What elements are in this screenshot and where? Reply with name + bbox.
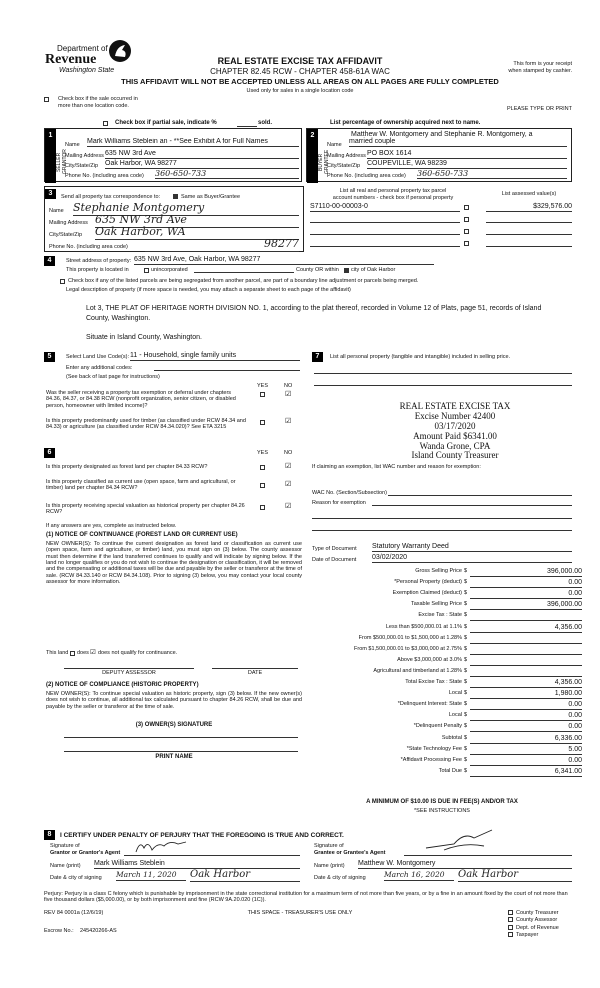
corr-phone-label: Phone No. (including area code) bbox=[49, 244, 128, 250]
personal-property-line-2[interactable] bbox=[314, 380, 572, 386]
treasurer-use-only: THIS SPACE - TREASURER'S USE ONLY bbox=[247, 910, 353, 916]
print-name-label: PRINT NAME bbox=[155, 754, 193, 760]
segregated-checkbox[interactable] bbox=[60, 278, 65, 285]
tax-row-label: Gross Selling Price bbox=[415, 568, 462, 574]
tax-row-field[interactable] bbox=[470, 590, 582, 599]
unincorporated-checkbox[interactable] bbox=[144, 267, 149, 274]
corr-address-field[interactable]: 635 NW 3rd Ave bbox=[95, 214, 299, 228]
forest-no-checkbox[interactable]: ☑ bbox=[285, 463, 292, 470]
county-field[interactable] bbox=[194, 267, 294, 273]
personal-property-line-1[interactable] bbox=[314, 368, 572, 374]
grantor-date-field[interactable]: March 11, 2020 bbox=[116, 871, 186, 881]
form-title: REAL ESTATE EXCISE TAX AFFIDAVIT bbox=[217, 56, 383, 66]
doc-date-label: Date of Document bbox=[312, 557, 357, 563]
reason-field-3[interactable] bbox=[312, 524, 572, 531]
tax-row-label: *State Technology Fee bbox=[406, 745, 462, 752]
tax-row-label: Exemption Claimed (deduct) bbox=[392, 590, 462, 597]
tax-row-label: Local bbox=[448, 690, 462, 697]
partial-sale-label: Check box if partial sale, indicate % bbox=[115, 120, 217, 126]
tax-row bbox=[312, 635, 582, 645]
dollar-sign: $ bbox=[464, 623, 468, 630]
property-section bbox=[44, 256, 572, 348]
stamp-line-1: REAL ESTATE EXCISE TAX bbox=[399, 401, 511, 411]
copy-checkbox[interactable] bbox=[508, 917, 513, 922]
copy-label: Taxpayer bbox=[516, 931, 539, 938]
seller-city-field[interactable]: Oak Harbor, WA 98277 bbox=[105, 160, 299, 169]
owner-print-name-field[interactable] bbox=[64, 744, 298, 752]
sold-label: sold. bbox=[258, 120, 273, 126]
excise-stamp bbox=[380, 402, 530, 461]
corr-city-label: City/State/Zip bbox=[49, 232, 83, 238]
corr-name-field[interactable]: Stephanie Montgomery bbox=[73, 202, 299, 216]
tax-row-label: Above $3,000,000 at 3.0% bbox=[397, 656, 462, 663]
stamp-line-2: Excise Number 42400 bbox=[414, 410, 496, 421]
receipt-note1: This form is your receipt bbox=[513, 61, 572, 67]
tax-row-field[interactable] bbox=[470, 646, 582, 655]
forest-question: Is this property designated as forest land per chapter 84.33 RCW? bbox=[46, 464, 208, 470]
assessed-value-field-3[interactable] bbox=[486, 227, 572, 235]
tax-row-value: 4,356.00 bbox=[554, 679, 582, 686]
form-revision: REV 84 0001a (12/6/19) bbox=[44, 910, 104, 916]
tax-row-label: Less than $500,000.01 at 1.1% bbox=[385, 623, 462, 630]
tax-row-value: 6,336.00 bbox=[554, 734, 582, 742]
copy-option[interactable] bbox=[508, 932, 578, 938]
form-warning: THIS AFFIDAVIT WILL NOT BE ACCEPTED UNLESS ALL AREAS ON ALL PAGES ARE FULLY COMPLETED bbox=[121, 77, 499, 86]
dollar-sign: $ bbox=[464, 723, 468, 730]
tax-row-label: *Personal Property (deduct) bbox=[394, 579, 462, 586]
grantor-signature-icon bbox=[134, 838, 194, 854]
grantee-date-label: Date & city of signing bbox=[314, 875, 366, 881]
parcels-header2: account numbers - check box if personal property bbox=[332, 195, 454, 201]
tax-row-field[interactable] bbox=[470, 701, 582, 710]
owner-signature-label: (3) OWNER(S) SIGNATURE bbox=[135, 722, 213, 728]
land-use-code-field[interactable]: 11 - Household, single family units bbox=[130, 352, 300, 361]
see-back-note: (See back of last page for instructions) bbox=[66, 374, 160, 380]
tax-row-label: Excise Tax : State bbox=[418, 612, 462, 619]
segregated-label: Check box if any of the listed parcels are being segregated from another parcel, are part of a boundary line adjustment or parcels being merged. bbox=[68, 278, 419, 284]
current-use-no-checkbox[interactable]: ☑ bbox=[285, 481, 292, 488]
grantor-signature-field[interactable] bbox=[124, 842, 300, 856]
if-any-note: If any answers are yes, complete as instructed below. bbox=[46, 523, 177, 529]
within-city-checkbox[interactable] bbox=[344, 267, 349, 274]
no-header-5: NO bbox=[284, 383, 293, 389]
copy-option[interactable] bbox=[508, 925, 578, 931]
tax-row-value: 0.00 bbox=[568, 590, 582, 598]
dollar-sign: $ bbox=[464, 712, 468, 719]
dollar-sign: $ bbox=[464, 601, 468, 608]
parcel-personal-checkbox-2[interactable] bbox=[464, 216, 469, 223]
section-7-number: 7 bbox=[312, 352, 323, 362]
wac-field[interactable] bbox=[388, 489, 572, 496]
copy-option[interactable] bbox=[508, 910, 578, 916]
certify-statement: I CERTIFY UNDER PENALTY OF PERJURY THAT THE FOREGOING IS TRUE AND CORRECT. bbox=[60, 832, 344, 839]
grantor-date-label: Date & city of signing bbox=[50, 875, 102, 881]
tax-row-label: Total Due bbox=[438, 767, 462, 774]
same-as-buyer-checkbox[interactable] bbox=[173, 193, 178, 200]
tax-row-value: 0.00 bbox=[568, 579, 582, 587]
seller-name-field[interactable]: Mark Williams Steblein an - **See Exhibit A for Full Names bbox=[87, 138, 299, 147]
dollar-sign: $ bbox=[464, 612, 468, 619]
tax-row-value: 396,000.00 bbox=[546, 601, 582, 609]
seller-phone-label: Phone No. (including area code) bbox=[65, 173, 144, 179]
tax-row bbox=[312, 646, 582, 656]
multi-location-label2: more than one location code. bbox=[58, 103, 129, 109]
multi-location-checkbox[interactable] bbox=[44, 96, 49, 103]
buyer-name-top: Matthew W. Montgomery and Stephanie R. Montgomery, a bbox=[351, 131, 533, 138]
assessed-value-field-4[interactable] bbox=[486, 239, 572, 247]
historic-yes-checkbox[interactable] bbox=[260, 504, 265, 511]
tax-row-label: *Delinquent Penalty bbox=[413, 723, 462, 730]
copy-checkbox[interactable] bbox=[508, 910, 513, 915]
dollar-sign: $ bbox=[464, 734, 468, 741]
dollar-sign: $ bbox=[464, 667, 468, 674]
dollar-sign: $ bbox=[464, 767, 468, 774]
seller-address-label: Mailing Address bbox=[65, 153, 104, 159]
tax-row bbox=[312, 568, 582, 578]
dollar-sign: $ bbox=[464, 568, 468, 574]
doc-date-field[interactable]: 03/02/2020 bbox=[372, 554, 572, 563]
section-6-number: 6 bbox=[44, 448, 55, 458]
does-not-label: does not qualify for continuance. bbox=[98, 650, 178, 656]
tax-row-label: Subtotal bbox=[441, 734, 462, 741]
tax-row-value: 0.00 bbox=[568, 756, 582, 764]
dollar-sign: $ bbox=[464, 590, 468, 597]
dept-text: Department of bbox=[57, 44, 108, 53]
corr-name-label: Name bbox=[49, 208, 64, 214]
land-does-checkbox[interactable] bbox=[70, 650, 75, 657]
tax-row-field[interactable] bbox=[470, 723, 582, 732]
additional-codes-label: Enter any additional codes: bbox=[66, 365, 133, 371]
grantor-sig-label2: Grantor or Grantor's Agent bbox=[50, 850, 121, 856]
buyer-phone-field[interactable]: 360-650-733 bbox=[417, 169, 567, 179]
please-type: PLEASE TYPE OR PRINT bbox=[506, 106, 572, 112]
buyer-name-field[interactable]: married couple bbox=[349, 138, 567, 147]
street-address-field[interactable]: 635 NW 3rd Ave, Oak Harbor, WA 98277 bbox=[134, 256, 434, 265]
see-instructions: *SEE INSTRUCTIONS bbox=[414, 808, 470, 814]
assessed-header: List assessed value(s) bbox=[501, 191, 557, 197]
dollar-sign: $ bbox=[464, 634, 468, 641]
copy-label: County Assessor bbox=[516, 917, 558, 924]
revenue-text: Revenue bbox=[45, 52, 97, 67]
copy-checkbox[interactable] bbox=[508, 932, 513, 937]
copy-label: County Treasurer bbox=[516, 910, 559, 916]
seller-phone-field[interactable]: 360-650-733 bbox=[155, 169, 299, 179]
grantor-name-label: Name (print) bbox=[50, 863, 81, 869]
parcel-number-field-2[interactable] bbox=[310, 215, 460, 223]
stamp-line-3: 03/17/2020 bbox=[434, 420, 476, 431]
does-label: does bbox=[77, 650, 89, 656]
parcel-personal-checkbox-1[interactable] bbox=[464, 204, 469, 211]
no-header-6: NO bbox=[284, 450, 293, 456]
assessed-value-field[interactable]: $329,576.00 bbox=[486, 203, 572, 212]
reason-label: Reason for exemption bbox=[312, 500, 366, 506]
tax-row-value: 1,980.00 bbox=[554, 690, 582, 698]
revenue-logo-icon bbox=[107, 38, 133, 64]
exemption-yes-checkbox[interactable] bbox=[260, 391, 265, 398]
section-4-number: 4 bbox=[44, 256, 55, 266]
yes-header-6: YES bbox=[257, 450, 269, 456]
tax-row bbox=[312, 612, 582, 622]
tax-row-field[interactable] bbox=[470, 757, 582, 766]
located-label: This property is located in bbox=[66, 267, 129, 273]
grantee-sig-label2: Grantee or Grantee's Agent bbox=[314, 850, 386, 856]
grantee-sig-label1: Signature of bbox=[314, 843, 344, 849]
unincorporated-label: unincorporated bbox=[151, 267, 188, 273]
form-chapter: CHAPTER 82.45 RCW - CHAPTER 458-61A WAC bbox=[210, 67, 390, 76]
compliance-title: (2) NOTICE OF COMPLIANCE (HISTORIC PROPERTY) bbox=[46, 682, 199, 688]
land-use-label: Select Land Use Code(s): bbox=[66, 354, 129, 360]
perjury-note: Perjury: Perjury is a class C felony which is punishable by imprisonment in the state correctional institution for a maximum term of not more than five years, or by a fine in an amount fixed by the court of not more than five thousand dollars ($5,000.00), or by both imprisonment and fine (RCW 9A.20.020 (1C)). bbox=[44, 891, 568, 904]
seller-address-field[interactable]: 635 NW 3rd Ave bbox=[105, 150, 299, 159]
parcel-number-field-4[interactable] bbox=[310, 239, 460, 247]
tax-row-field[interactable] bbox=[470, 657, 582, 666]
stamp-line-6: Island County Treasurer bbox=[411, 450, 499, 461]
tax-row bbox=[312, 757, 582, 767]
continuance-title: (1) NOTICE OF CONTINUANCE (FOREST LAND OR CURRENT USE) bbox=[46, 532, 238, 538]
form-subnote: Used only for sales in a single location code bbox=[246, 88, 354, 94]
tax-row-value: 0.00 bbox=[568, 712, 582, 720]
tax-row-label: *Delinquent Interest: State bbox=[397, 701, 462, 708]
tax-row-label: Agricultural and timberland at 1.28% bbox=[373, 667, 462, 674]
dollar-sign: $ bbox=[464, 745, 468, 752]
tax-row bbox=[312, 712, 582, 722]
timber-question: Is this property predominantly used for timber (as classified under RCW 84.34 and 84.33) or agriculture (as classified under RCW 84.34.020)? See ETA 3215 bbox=[46, 418, 246, 431]
tax-row-field[interactable] bbox=[470, 668, 582, 677]
tax-row-value: 396,000.00 bbox=[546, 568, 582, 575]
tax-row bbox=[312, 690, 582, 700]
seller-name-label: Name bbox=[65, 142, 80, 148]
tax-row-label: Local bbox=[448, 712, 462, 719]
reason-field-2[interactable] bbox=[312, 512, 572, 519]
ownership-note: List percentage of ownership acquired next to name. bbox=[330, 120, 481, 126]
grantor-sig-label1: Signature of bbox=[50, 843, 80, 849]
tax-row bbox=[312, 735, 582, 745]
corr-phone-field[interactable]: 98277 bbox=[145, 238, 299, 252]
tax-row bbox=[312, 624, 582, 634]
dollar-sign: $ bbox=[464, 701, 468, 708]
tax-row-value: 0.00 bbox=[568, 723, 582, 731]
grantee-name-label: Name (print) bbox=[314, 863, 345, 869]
tax-row bbox=[312, 701, 582, 711]
buyer-city-label: City/State/Zip bbox=[327, 163, 361, 169]
forest-yes-checkbox[interactable] bbox=[260, 464, 265, 471]
tax-row-value: 6,341.00 bbox=[554, 767, 582, 775]
forest-section bbox=[44, 448, 306, 843]
buyer-section bbox=[306, 128, 572, 182]
tax-row bbox=[312, 668, 582, 678]
tax-row-label: From $1,500,000.01 to $3,000,000 at 2.75% bbox=[354, 645, 462, 652]
parcel-number-field[interactable]: S7110-00-00003-0 bbox=[310, 203, 460, 212]
seller-section bbox=[44, 128, 302, 182]
multi-location-label1: Check box if the sale occurred in bbox=[58, 96, 138, 102]
escrow-number: 245420266-AS bbox=[80, 928, 117, 934]
reason-field[interactable] bbox=[372, 499, 572, 506]
legal-description[interactable]: Lot 3, THE PLAT OF HERITAGE NORTH DIVISION NO. 1, according to the plat thereof, recorded in Volume 12 of Plats, page 51, records of Island County, Washington. bbox=[86, 305, 542, 323]
land-use-section bbox=[44, 352, 306, 444]
buyer-address-field[interactable]: PO BOX 1614 bbox=[367, 150, 567, 159]
county-label: County OR within bbox=[296, 267, 339, 273]
tax-row bbox=[312, 590, 582, 600]
grantor-print-name[interactable]: Mark Williams Steblein bbox=[94, 860, 300, 869]
corr-city-field[interactable]: Oak Harbor, WA bbox=[95, 226, 299, 240]
compliance-text: NEW OWNER(S): To continue special valuation as historic property, sign (3) below. If the new owner(s) does not wish to continue, all additional tax calculated pursuant to chapter 84.26 RCW, shall be due and payable by the seller or transferor at the time of sale. bbox=[46, 691, 302, 710]
parcel-personal-checkbox-3[interactable] bbox=[464, 228, 469, 235]
dollar-sign: $ bbox=[464, 656, 468, 663]
section-2-number: 2 bbox=[307, 131, 318, 141]
situate-text: Situate in Island County, Washington. bbox=[86, 334, 202, 341]
dollar-sign: $ bbox=[464, 690, 468, 697]
buyer-city-field[interactable]: COUPEVILLE, WA 98239 bbox=[367, 160, 567, 169]
grantee-signature-icon bbox=[424, 828, 494, 852]
copy-option[interactable] bbox=[508, 917, 578, 923]
parcels-section bbox=[306, 186, 572, 252]
tax-row-value: 0.00 bbox=[568, 701, 582, 709]
seller-city-label: City/State/Zip bbox=[65, 163, 99, 169]
buyer-side-label: BUYER GRANTEE bbox=[318, 149, 330, 175]
partial-sale-checkbox[interactable] bbox=[103, 120, 108, 127]
tax-row-field[interactable] bbox=[470, 712, 582, 721]
city-label: city of Oak Harbor bbox=[351, 267, 396, 273]
personal-property-label: List all personal property (tangible and intangible) included in selling price. bbox=[330, 354, 511, 360]
tax-row bbox=[312, 679, 582, 689]
minimum-due-note: A MINIMUM OF $10.00 IS DUE IN FEE(S) AND/OR TAX bbox=[366, 799, 518, 805]
buyer-address-label: Mailing Address bbox=[327, 153, 366, 159]
grantee-signature-field[interactable] bbox=[404, 842, 572, 856]
escrow-label: Escrow No.: bbox=[44, 928, 74, 934]
stamp-line-4: Amount Paid $6341.00 bbox=[413, 430, 497, 441]
tax-row bbox=[312, 768, 582, 778]
state-text: Washington State bbox=[59, 67, 115, 74]
continuance-text: NEW OWNER(S): To continue the current designation as forest land or classification as current use (open space, farm and agriculture, or timber) land, you must sign on (3) below. The county assessor must then determine if the land transferred continues to qualify and will indicate by signing below. If the land no longer qualifies or you do not wish to continue the designation or classification, it will be removed and the compensating or additional taxes will be due and payable by the seller or transferor at the time of sale. (RCW 84.33.140 or RCW 84.34.108). Prior to signing (3) below, you may contact your local county assessor for more information. bbox=[46, 541, 302, 585]
street-label: Street address of property: bbox=[66, 258, 132, 264]
exemption-question: Was the seller receiving a property tax exemption or deferral under chapters 84.36, 84.37, or 84.38 RCW (nonprofit organization, senior citizen, or disabled person, homeowner with limited income)? bbox=[46, 390, 236, 409]
tax-row bbox=[312, 723, 582, 733]
exemption-claim-label: If claiming an exemption, list WAC number and reason for exemption: bbox=[312, 464, 481, 470]
dollar-sign: $ bbox=[464, 679, 468, 685]
wac-label: WAC No. (Section/Subsection) bbox=[312, 490, 387, 496]
receipt-note2: when stamped by cashier. bbox=[508, 68, 572, 74]
seller-side-label: SELLER GRANTOR bbox=[56, 149, 68, 175]
grantee-date-field[interactable]: March 16, 2020 bbox=[384, 871, 454, 881]
historic-no-checkbox[interactable]: ☑ bbox=[285, 503, 292, 510]
deputy-assessor-label: DEPUTY ASSESSOR bbox=[102, 670, 156, 676]
exemption-no-checkbox[interactable]: ☑ bbox=[285, 391, 292, 398]
timber-no-checkbox[interactable]: ☑ bbox=[285, 418, 292, 425]
tax-row bbox=[312, 657, 582, 667]
tax-row-label: Total Excise Tax : State bbox=[405, 679, 462, 685]
copy-label: Dept. of Revenue bbox=[516, 924, 559, 931]
dollar-sign: $ bbox=[464, 756, 468, 763]
tax-row-label: From $500,000.01 to $1,500,000 at 1.28% bbox=[358, 634, 462, 641]
this-land-label: This land bbox=[46, 650, 69, 656]
legal-desc-label: Legal description of property (if more space is needed, you may attach a separate sheet to each page of the affidavit) bbox=[66, 287, 351, 293]
tax-row-label: *Affidavit Processing Fee bbox=[400, 756, 462, 763]
current-use-yes-checkbox[interactable] bbox=[260, 482, 265, 489]
tax-row-field[interactable] bbox=[470, 612, 582, 621]
grantee-city-field[interactable]: Oak Harbor bbox=[458, 869, 572, 882]
stamp-line-5: Wanda Grone, CPA bbox=[419, 440, 491, 451]
yes-header-5: YES bbox=[257, 383, 269, 389]
timber-yes-checkbox[interactable] bbox=[260, 419, 265, 426]
corr-address-label: Mailing Address bbox=[49, 220, 88, 226]
partial-percent-field[interactable] bbox=[237, 120, 257, 127]
doc-type-field[interactable]: Statutory Warranty Deed bbox=[372, 543, 572, 552]
correspondence-section bbox=[44, 186, 304, 252]
tax-row-value: 5.00 bbox=[568, 745, 582, 753]
dollar-sign: $ bbox=[464, 645, 468, 652]
owner-signature-field[interactable] bbox=[64, 730, 298, 738]
parcel-number-field-3[interactable] bbox=[310, 227, 460, 235]
copy-checkbox[interactable] bbox=[508, 925, 513, 930]
current-use-question: Is this property classified as current use (open space, farm and agricultural, or timber) land per chapter 84.34 RCW? bbox=[46, 479, 236, 492]
dollar-sign: $ bbox=[464, 579, 468, 586]
dor-logo bbox=[45, 40, 130, 78]
historic-question: Is this property receiving special valuation as historical property per chapter 84.26 RCW? bbox=[46, 503, 245, 516]
section-1-number: 1 bbox=[45, 131, 56, 141]
certify-section bbox=[44, 830, 572, 888]
send-correspondence-label: Send all property tax correspondence to: bbox=[61, 194, 161, 200]
tax-row bbox=[312, 579, 582, 589]
land-does-not-checkbox[interactable]: ☑ bbox=[90, 649, 96, 656]
copy-distribution bbox=[508, 910, 578, 939]
section-3-number: 3 bbox=[45, 189, 56, 199]
parcels-header1: List all real and personal property tax parcel bbox=[339, 188, 447, 194]
buyer-phone-label: Phone No. (including area code) bbox=[327, 173, 406, 179]
additional-codes-field[interactable] bbox=[154, 364, 300, 371]
grantor-city-field[interactable]: Oak Harbor bbox=[190, 869, 300, 882]
tax-row-field[interactable] bbox=[470, 579, 582, 588]
parcel-personal-checkbox-4[interactable] bbox=[464, 240, 469, 247]
deputy-date-label: DATE bbox=[247, 670, 263, 676]
tax-row-field[interactable] bbox=[470, 746, 582, 755]
tax-row bbox=[312, 746, 582, 756]
grantee-print-name[interactable]: Matthew W. Montgomery bbox=[358, 860, 572, 869]
tax-row bbox=[312, 601, 582, 611]
section-5-number: 5 bbox=[44, 352, 55, 362]
tax-row-value: 4,356.00 bbox=[554, 623, 582, 631]
buyer-name-label: Name bbox=[327, 142, 342, 148]
doc-type-label: Type of Document bbox=[312, 546, 357, 552]
tax-row-label: Taxable Selling Price bbox=[410, 601, 462, 608]
assessed-value-field-2[interactable] bbox=[486, 215, 572, 223]
tax-row-field[interactable] bbox=[470, 635, 582, 644]
section-8-number: 8 bbox=[44, 830, 55, 840]
same-as-buyer-label: Same as Buyer/Grantee bbox=[181, 194, 241, 200]
